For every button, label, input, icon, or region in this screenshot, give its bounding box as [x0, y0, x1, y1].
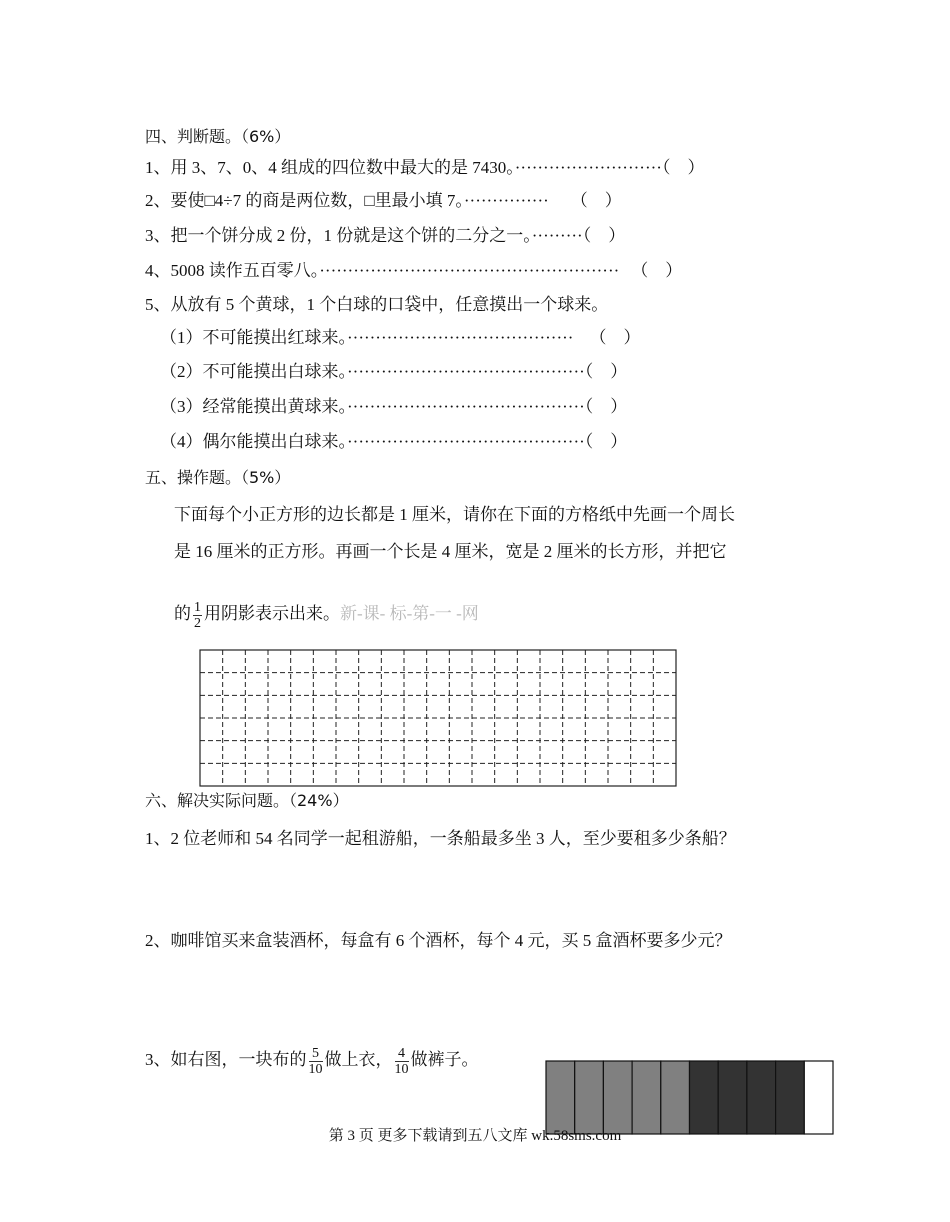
problem-q3-post: 做裤子。 — [410, 1050, 479, 1069]
square-grid-paper[interactable] — [199, 649, 677, 787]
problem-q3 — [145, 1040, 479, 1080]
judge-q4-text: 4、5008 读作五百零八。 — [145, 261, 320, 280]
half-fraction-numerator: 1 — [194, 599, 201, 615]
watermark-text: 新-课- 标-第-一 -网 — [340, 604, 479, 623]
judge-q5-1-answer-paren[interactable]: （ ） — [589, 328, 641, 347]
fraction-4-10-numerator: 4 — [395, 1046, 409, 1062]
half-fraction-denominator: 2 — [194, 615, 201, 631]
operation-instruction-line1: 下面每个小正方形的边长都是 1 厘米，请你在下面的方格纸中先画一个周长 — [174, 505, 735, 524]
problem-q3-mid: 做上衣， — [324, 1050, 393, 1069]
fraction-4-10-denominator: 10 — [394, 1061, 409, 1077]
page-footer: 第 3 页 更多下载请到五八文库 wk.58sms.com — [328, 1128, 622, 1144]
judge-q5-3-answer-paren[interactable]: （ ） — [584, 397, 628, 416]
judge-q5-3 — [160, 396, 627, 418]
line3-post: 用阴影表示出来。 — [204, 604, 340, 623]
judge-q1 — [145, 157, 704, 179]
fraction-5-10-denominator: 10 — [308, 1061, 323, 1077]
operation-instruction-line2: 是 16 厘米的正方形。再画一个长是 4 厘米，宽是 2 厘米的长方形，并把它 — [174, 542, 727, 561]
fraction-4-10 — [395, 1046, 409, 1077]
judge-q1-text: 1、用 3、7、0、4 组成的四位数中最大的是 7430。 — [145, 158, 515, 177]
judge-q5-4-answer-paren[interactable]: （ ） — [584, 432, 628, 451]
section6-heading: 六、解决实际问题。（24%） — [145, 791, 349, 810]
fraction-5-10-numerator: 5 — [309, 1046, 323, 1062]
judge-q5-1 — [160, 327, 640, 349]
judge-q4-dots: ····················································· — [319, 261, 620, 280]
operation-instruction-line3 — [174, 597, 479, 631]
section4-heading: 四、判断题。（6%） — [145, 127, 291, 146]
judge-q5-1-text: （1）不可能摸出红球来。 — [160, 328, 347, 347]
judge-q5-1-dots: ········································ — [347, 328, 574, 347]
judge-q4 — [145, 260, 682, 282]
judge-q4-answer-paren[interactable]: （ ） — [631, 261, 683, 280]
half-fraction — [193, 600, 202, 631]
judge-q5-2-answer-paren[interactable]: （ ） — [584, 362, 628, 381]
problem-q2: 2、咖啡馆买来盒装酒杯，每盒有 6 个酒杯，每个 4 元，买 5 盒酒杯要多少元？ — [145, 931, 732, 950]
judge-q2-answer-paren[interactable]: （ ） — [570, 191, 622, 210]
fraction-5-10 — [309, 1046, 323, 1077]
judge-q5-3-text: （3）经常能摸出黄球来。 — [160, 397, 347, 416]
judge-q3 — [145, 225, 625, 247]
judge-q5-4-text: （4）偶尔能摸出白球来。 — [160, 432, 347, 451]
judge-q3-dots: ········· — [531, 226, 583, 245]
judge-q2-text: 2、要使□4÷7 的商是两位数，□里最小填 7。 — [145, 191, 464, 210]
problem-q3-pre: 3、如右图，一块布的 — [145, 1050, 307, 1069]
judge-q1-answer-paren[interactable]: （ ） — [661, 158, 705, 177]
judge-q5-2-dots: ·········································· — [347, 362, 585, 381]
judge-q1-dots: ·························· — [514, 158, 662, 177]
judge-q3-answer-paren[interactable]: （ ） — [582, 226, 626, 245]
line3-pre: 的 — [174, 604, 191, 623]
section5-heading: 五、操作题。（5%） — [145, 468, 291, 487]
judge-q3-text: 3、把一个饼分成 2 份，1 份就是这个饼的二分之一。 — [145, 226, 532, 245]
judge-q5-2-text: （2）不可能摸出白球来。 — [160, 362, 347, 381]
judge-q5-2 — [160, 361, 627, 383]
problem-q1: 1、2 位老师和 54 名同学一起租游船，一条船最多坐 3 人，至少要租多少条船？ — [145, 829, 736, 848]
judge-q5-4 — [160, 431, 627, 453]
judge-q2 — [145, 190, 622, 212]
judge-q5-3-dots: ·········································· — [347, 397, 585, 416]
judge-q5-4-dots: ·········································· — [347, 432, 585, 451]
judge-q5: 5、从放有 5 个黄球，1 个白球的口袋中，任意摸出一个球来。 — [145, 295, 609, 314]
judge-q2-dots: ··············· — [463, 191, 549, 210]
